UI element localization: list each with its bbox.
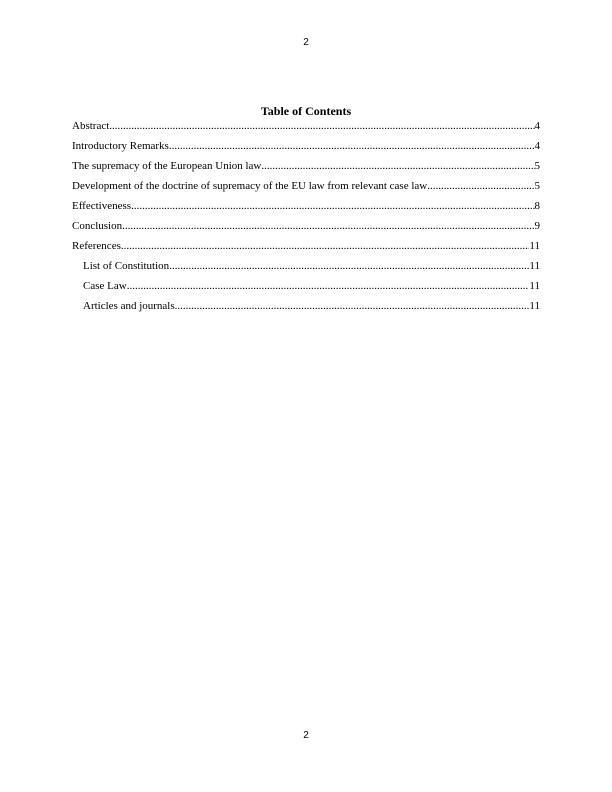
header-page-number: 2	[303, 37, 309, 48]
toc-entry-page: 5	[534, 160, 540, 172]
toc-entry-label: Articles and journals	[83, 300, 175, 312]
toc-dot-leader	[427, 180, 534, 193]
toc-entry-page: 5	[534, 180, 540, 192]
toc-entry-page: 9	[534, 220, 540, 232]
toc-entry-label: References	[72, 240, 121, 252]
toc-entry-conclusion[interactable]	[72, 220, 540, 240]
toc-entry-label: Introductory Remarks	[72, 140, 169, 152]
toc-entry-label: Abstract	[72, 120, 110, 132]
toc-dot-leader	[109, 120, 534, 133]
toc-entry-case-law[interactable]	[72, 280, 540, 300]
toc-entry-page: 4	[534, 140, 540, 152]
toc-dot-leader	[131, 200, 534, 213]
toc-entry-label: The supremacy of the European Union law	[72, 160, 262, 172]
toc-entry-label: Conclusion	[72, 220, 123, 232]
toc-entry-development-doctrine[interactable]	[72, 180, 540, 200]
toc-entry-page: 11	[529, 300, 540, 312]
toc-entry-articles-and-journals[interactable]	[72, 300, 540, 320]
toc-entry-references[interactable]	[72, 240, 540, 260]
table-of-contents	[72, 120, 540, 320]
toc-entry-page: 8	[534, 200, 540, 212]
toc-dot-leader	[121, 240, 530, 253]
toc-entry-introductory-remarks[interactable]	[72, 140, 540, 160]
toc-entry-label: Development of the doctrine of supremacy of the EU law from relevant case law	[72, 180, 428, 192]
toc-dot-leader	[127, 280, 530, 293]
toc-entry-effectiveness[interactable]	[72, 200, 540, 220]
toc-entry-page: 4	[534, 120, 540, 132]
toc-dot-leader	[122, 220, 534, 233]
toc-entry-page: 11	[529, 240, 540, 252]
toc-entry-abstract[interactable]	[72, 120, 540, 140]
toc-entry-label: Case Law	[83, 280, 127, 292]
toc-entry-list-of-constitution[interactable]	[72, 260, 540, 280]
toc-title: Table of Contents	[260, 104, 352, 118]
toc-dot-leader	[169, 260, 529, 273]
toc-entry-page: 11	[529, 280, 540, 292]
toc-dot-leader	[169, 140, 535, 153]
footer-page-number: 2	[303, 730, 309, 741]
toc-entry-page: 11	[529, 260, 540, 272]
toc-dot-leader	[175, 300, 530, 313]
toc-entry-supremacy-eu-law[interactable]	[72, 160, 540, 180]
toc-entry-label: List of Constitution	[83, 260, 170, 272]
toc-entry-label: Effectiveness	[72, 200, 132, 212]
toc-dot-leader	[261, 160, 534, 173]
